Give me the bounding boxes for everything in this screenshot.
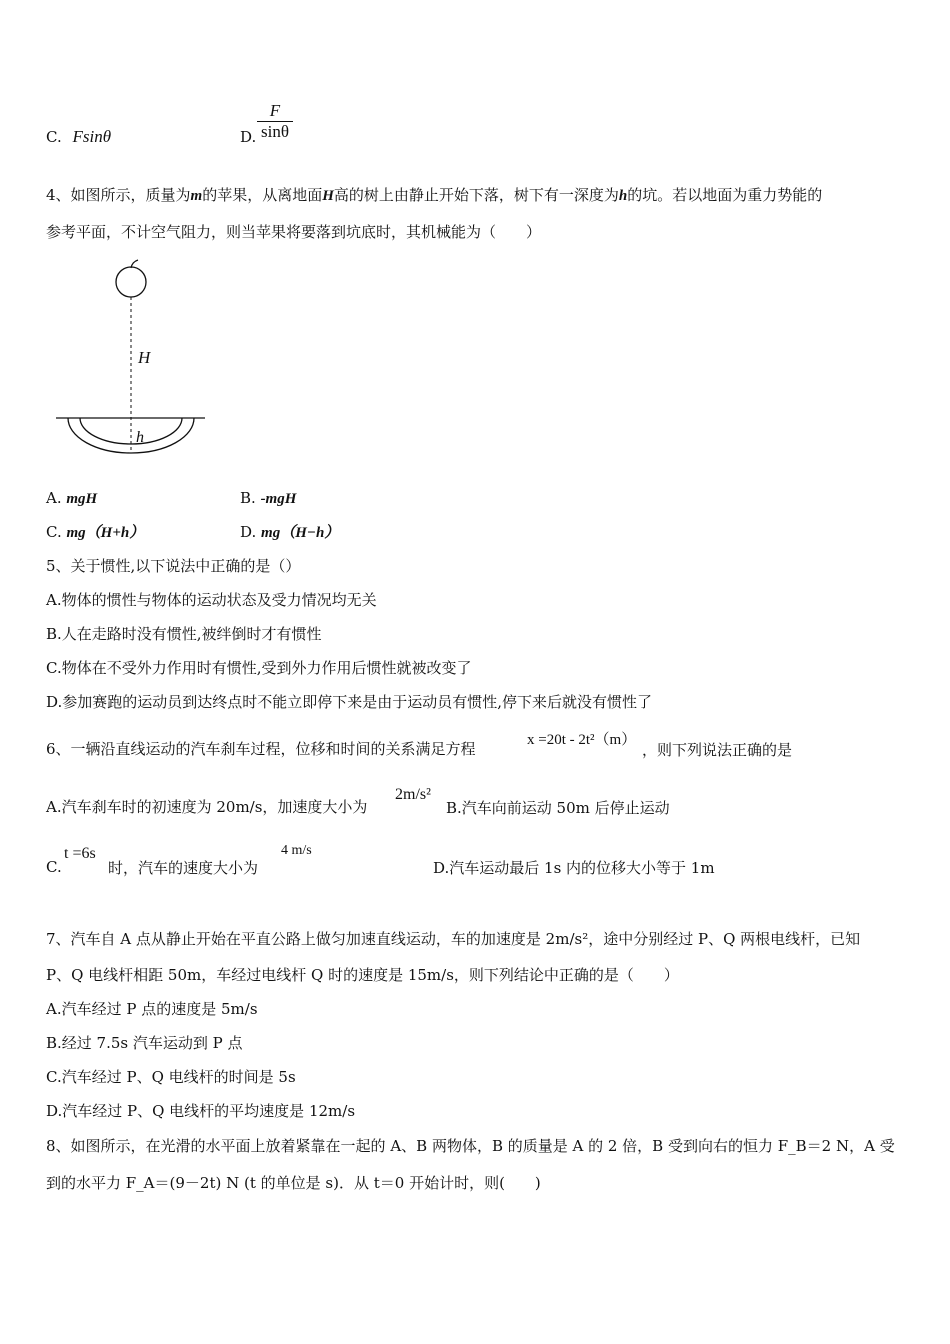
q4-apple-pit-figure (52, 258, 212, 458)
q5-option-b: B.人在走路时没有惯性,被绊倒时才有惯性 (46, 625, 322, 643)
q4-var-H: H (322, 188, 334, 204)
q4-option-b-label: B. (240, 489, 261, 507)
q6-option-a-text: A.汽车刹车时的初速度为 20m/s，加速度大小为 (46, 798, 368, 816)
q4-stem-text: 的坑。若以地面为重力势能的 (627, 186, 823, 204)
q6-option-a-accel: 2m/s² (395, 786, 431, 803)
q6-option-c-time: t =6s (64, 845, 96, 862)
q7-stem-line1: 7、汽车自 A 点从静止开始在平直公路上做匀加速直线运动，车的加速度是 2m/s²，途中分别经过 P、Q 两根电线杆，已知 (46, 930, 861, 948)
q4-var-m: m (190, 188, 203, 204)
q4-stem-line1 (46, 185, 822, 206)
q3-option-d-fraction (257, 101, 293, 142)
q4-var-h: h (618, 188, 628, 204)
q3-option-c-expr: Fsinθ (72, 127, 112, 146)
q8-stem-line2: 到的水平力 F_A＝(9－2t) N (t 的单位是 s)．从 t＝0 开始计时，则( ) (46, 1174, 541, 1192)
q5-stem: 5、关于惯性,以下说法中正确的是（） (46, 557, 301, 575)
q4-stem-text: 4、如图所示，质量为 (46, 186, 191, 204)
q4-stem-line2: 参考平面，不计空气阻力，则当苹果将要落到坑底时，其机械能为（ ） (46, 223, 542, 241)
q4-option-d-value: mg（H−h） (261, 525, 340, 541)
apple-icon (116, 267, 146, 297)
q4-option-d-label: D. (240, 523, 262, 541)
q6-option-b: B.汽车向前运动 50m 后停止运动 (446, 799, 670, 817)
q6-option-d: D.汽车运动最后 1s 内的位移大小等于 1m (433, 859, 715, 877)
q4-option-b (240, 488, 296, 509)
q4-stem-text: 的苹果，从离地面 (202, 186, 323, 204)
q3-option-d (240, 127, 256, 147)
q4-option-a (46, 488, 97, 509)
q3-option-c-label: C. (46, 128, 62, 146)
q7-option-b: B.经过 7.5s 汽车运动到 P 点 (46, 1034, 243, 1052)
q5-option-c: C.物体在不受外力作用时有惯性,受到外力作用后惯性就被改变了 (46, 659, 472, 677)
q6-equation: x =20t - 2t²（m） (527, 732, 637, 748)
q3-option-d-label: D. (240, 128, 257, 146)
q4-option-c-label: C. (46, 523, 67, 541)
q8-stem-line1: 8、如图所示，在光滑的水平面上放着紧靠在一起的 A、B 两物体，B 的质量是 A 的 2 倍，B 受到向右的恒力 F_B＝2 N，A 受 (46, 1137, 895, 1155)
q7-option-a: A.汽车经过 P 点的速度是 5m/s (46, 1000, 258, 1018)
q4-option-a-label: A. (46, 489, 67, 507)
q6-option-c-speed: 4 m/s (281, 843, 312, 858)
q4-option-a-value: mgH (66, 491, 98, 507)
q7-option-c: C.汽车经过 P、Q 电线杆的时间是 5s (46, 1068, 296, 1086)
q6-option-c-label: C. (46, 858, 62, 876)
q4-option-c (46, 522, 144, 543)
q6-stem-post: ，则下列说法正确的是 (642, 741, 793, 759)
q4-option-b-value: -mgH (260, 491, 297, 507)
q7-option-d: D.汽车经过 P、Q 电线杆的平均速度是 12m/s (46, 1102, 356, 1120)
figure-label-H: H (138, 348, 151, 367)
q6-option-c-text: 时，汽车的速度大小为 (108, 859, 259, 877)
q5-option-a: A.物体的惯性与物体的运动状态及受力情况均无关 (46, 591, 377, 609)
q3-fraction-denominator: sinθ (261, 122, 289, 141)
q6-stem (46, 739, 476, 759)
q5-option-d: D.参加赛跑的运动员到达终点时不能立即停下来是由于运动员有惯性,停下来后就没有惯性了 (46, 693, 653, 711)
q4-option-d (240, 522, 339, 543)
q3-fraction-numerator: F (269, 101, 281, 120)
q6-stem-text: 6、一辆沿直线运动的汽车刹车过程，位移和时间的关系满足方程 (46, 740, 476, 758)
q4-stem-text: 高的树上由静止开始下落，树下有一深度为 (333, 186, 619, 204)
q3-option-c (46, 127, 111, 147)
figure-label-h: h (136, 429, 144, 446)
q7-stem-line2: P、Q 电线杆相距 50m，车经过电线杆 Q 时的速度是 15m/s，则下列结论中正确的是（ ） (46, 966, 679, 984)
q4-option-c-value: mg（H+h） (66, 525, 145, 541)
q6-option-a (46, 797, 367, 817)
